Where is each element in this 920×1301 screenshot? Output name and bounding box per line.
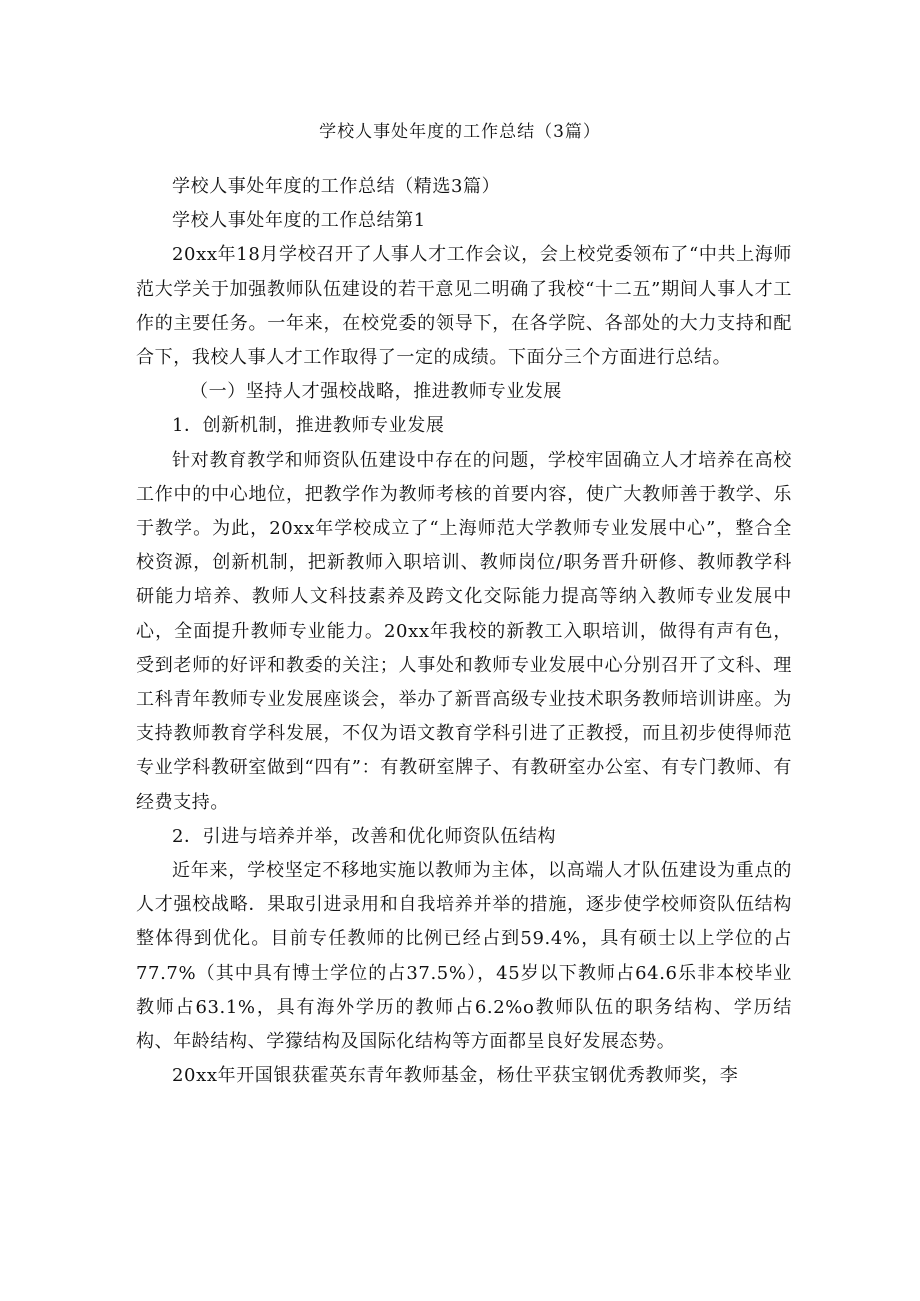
body-paragraph: 20xx年开国银获霍英东青年教师基金，杨仕平获宝钢优秀教师奖，李 [172,1065,739,1087]
body-paragraph: 近年来，学校坚定不移地实施以教师为主体，以高端人才队伍建设为重点的人才强校战略．果取引进录用和自我培养并举的措施，逐步使学校师资队伍结构整体得到优化。目前专任教师的比例已经占到59.4%，具有硕士以上学位的占77.7%（其中具有博士学位的占37.5%），45岁以下教师占64.6乐非本校毕业教师占63.1%，具有海外学历的教师占6.2%o教师队伍的职务结构、学历结构、年龄结构、学獴结构及国际化结构等方面都呈良好发展态势。 [136,860,792,1053]
body-paragraph: 20xx年18月学校召开了人事人才工作会议，会上校党委领布了“中共上海师范大学关于加强教师队伍建设的若干意见二明确了我校“十二五”期间人事人才工作的主要任务。一年来，在校党委的领导下，在各学院、各部处的大力支持和配合下，我校人事人才工作取得了一定的成绩。下面分三个方面进行总结。 [136,244,792,369]
subsection-heading: 2．引进与培养并举，改善和优化师资队伍结构 [172,825,557,847]
document-title: 学校人事处年度的工作总结（3篇） [319,122,601,142]
subtitle-paragraph: 学校人事处年度的工作总结（精选3篇） [172,176,501,197]
body-paragraph: 针对教育教学和师资队伍建设中存在的问题，学校牢固确立人才培养在高校工作中的中心地位，把教学作为教师考核的首要内容，使广大教师善于教学、乐于教学。为此，20xx年学校成立了“上海师范大学教师专业发展中心”，整合全校资源，创新机制，把新教师入职培训、教师岗位/职务晋升研修、教师教学科研能力培养、教师人文科技素养及跨文化交际能力提高等纳入教师专业发展中心，全面提升教师专业能力。20xx年我校的新教工入职培训，做得有声有色，受到老师的好评和教委的关注；人事处和教师专业发展中心分别召开了文科、理工科青年教师专业发展座谈会，举办了新晋高级专业技术职务教师培训讲座。为支持教师教育学科发展，不仅为语文教育学科引进了正教授，而且初步使得师范专业学科教研室做到“四有”：有教研室牌子、有教研室办公室、有专门教师、有经费支持。 [136,449,792,813]
section-heading: （一）坚持人才强校战略，推进教师专业发展 [190,381,562,403]
section-heading: 学校人事处年度的工作总结第1 [172,210,426,232]
subsection-heading: 1．创新机制，推进教师专业发展 [172,415,445,437]
document-body [136,170,792,1093]
